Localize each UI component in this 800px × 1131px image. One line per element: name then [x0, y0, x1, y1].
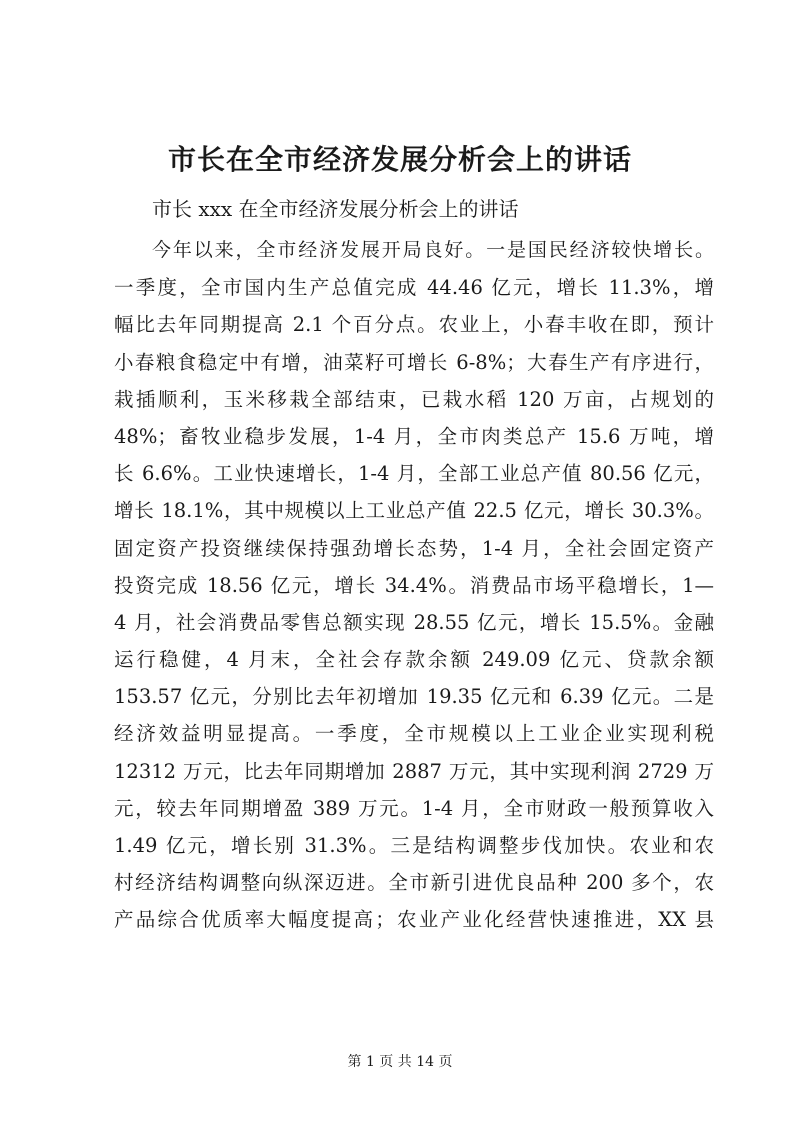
document-subtitle: 市长 xxx 在全市经济发展分析会上的讲话 [152, 197, 519, 221]
body-line: 元，较去年同期增盈 389 万元。1-4 月，全市财政一般预算收入 [114, 796, 714, 820]
body-line: 1.49 亿元，增长别 31.3%。三是结构调整步伐加快。农业和农 [114, 834, 714, 857]
body-line: 长 6.6%。工业快速增长，1-4 月，全部工业总产值 80.56 亿元， [114, 462, 714, 486]
body-line: 投资完成 18.56 亿元，增长 34.4%。消费品市场平稳增长，1— [114, 573, 714, 597]
body-line: 153.57 亿元，分别比去年初增加 19.35 亿元和 6.39 亿元。二是 [114, 685, 714, 709]
body-line: 48%；畜牧业稳步发展，1-4 月，全市肉类总产 15.6 万吨，增 [114, 424, 714, 448]
body-line: 12312 万元，比去年同期增加 2887 万元，其中实现利润 2729 万 [114, 759, 714, 783]
body-line: 运行稳健，4 月末，全社会存款余额 249.09 亿元、贷款余额 [114, 648, 714, 672]
body-line: 一季度，全市国内生产总值完成 44.46 亿元，增长 11.3%，增 [114, 276, 714, 300]
body-line: 栽插顺利，玉米移栽全部结束，已栽水稻 120 万亩，占规划的 [114, 387, 714, 411]
body-line: 4 月，社会消费品零售总额实现 28.55 亿元，增长 15.5%。金融 [114, 610, 714, 634]
document-title: 市长在全市经济发展分析会上的讲话 [167, 143, 632, 176]
page-number-footer: 第 1 页 共 14 页 [347, 1054, 453, 1070]
body-line: 今年以来，全市经济发展开局良好。一是国民经济较快增长。 [152, 239, 714, 261]
body-line: 产品综合优质率大幅度提高；农业产业化经营快速推进，XX 县 [114, 908, 714, 932]
body-line: 村经济结构调整向纵深迈进。全市新引进优良品种 200 多个，农 [114, 871, 714, 895]
body-line: 幅比去年同期提高 2.1 个百分点。农业上，小春丰收在即，预计 [114, 313, 714, 337]
body-line: 经济效益明显提高。一季度，全市规模以上工业企业实现利税 [114, 722, 714, 746]
body-line: 固定资产投资继续保持强劲增长态势，1-4 月，全社会固定资产 [114, 536, 714, 560]
body-line: 小春粮食稳定中有增，油菜籽可增长 6-8%；大春生产有序进行， [114, 350, 714, 374]
document-body [114, 232, 714, 939]
body-line: 增长 18.1%，其中规模以上工业总产值 22.5 亿元，增长 30.3%。 [114, 499, 714, 523]
